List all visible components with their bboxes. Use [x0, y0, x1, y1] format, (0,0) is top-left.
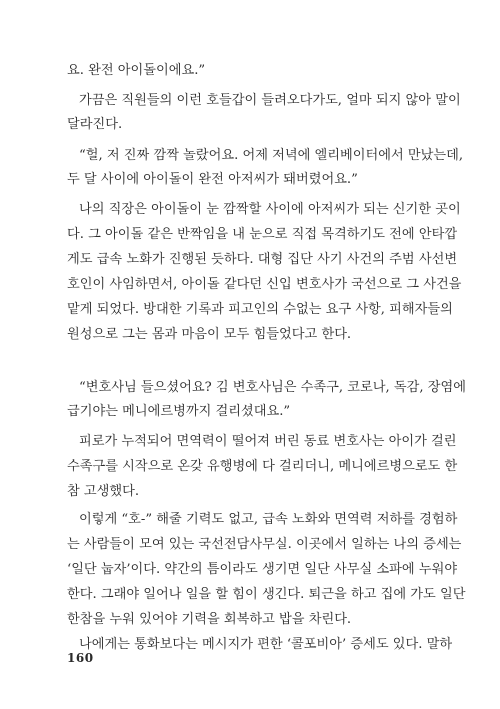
body-text-line: 는 사람들이 모여 있는 국선전담사무실. 이곳에서 일하는 나의 증세는: [67, 537, 462, 552]
body-text-line: 나에게는 통화보다는 메시지가 편한 ‘콜포비아’ 증세도 있다. 말하: [79, 637, 453, 652]
page-number: 160: [67, 651, 94, 665]
body-text-line: 호인이 사임하면서, 아이돌 같다던 신입 변호사가 국선으로 그 사건을: [67, 277, 462, 292]
body-text-line: 다. 그 아이돌 같은 반짝임을 내 눈으로 직접 목격하기도 전에 안타깝: [67, 227, 458, 242]
body-text-line: 맡게 되었다. 방대한 기록과 피고인의 수없는 요구 사항, 피해자들의: [67, 302, 453, 317]
body-text-line: 나의 직장은 아이돌이 눈 깜짝할 사이에 아저씨가 되는 신기한 곳이: [79, 202, 461, 217]
body-text-line: 이렇게 “호-” 해줄 기력도 없고, 급속 노화와 면역력 저하를 경험하: [79, 512, 458, 527]
body-text-line: 급기야는 메니에르병까지 걸리셨대요.”: [67, 404, 291, 419]
body-text-line: 두 달 사이에 아이돌이 완전 아저씨가 돼버렸어요.”: [67, 172, 358, 187]
body-text-line: 참 고생했다.: [67, 484, 140, 499]
body-text-line: “변호사님 들으셨어요? 김 변호사님은 수족구, 코로나, 독감, 장염에: [79, 380, 466, 395]
body-text-line: “헐, 저 진짜 깜짝 놀랐어요. 어제 저녁에 엘리베이터에서 만났는데,: [79, 148, 464, 163]
body-text-line: 피로가 누적되어 면역력이 떨어져 버린 동료 변호사는 아이가 걸린: [79, 434, 457, 449]
body-text-line: 가끔은 직원들의 이런 호들갑이 들려오다가도, 얼마 되지 않아 말이: [79, 93, 461, 108]
body-text-line: 게도 급속 노화가 진행된 듯하다. 대형 집단 사기 사건의 주범 사선변: [67, 252, 458, 267]
body-text-line: 원성으로 그는 몸과 마음이 모두 힘들었다고 한다.: [67, 327, 352, 342]
body-text-line: ‘일단 눕자’이다. 약간의 틈이라도 생기면 일단 사무실 소파에 누워야: [67, 562, 458, 577]
body-text-line: 한다. 그래야 일어나 일을 할 힘이 생긴다. 퇴근을 하고 집에 가도 일단: [67, 587, 466, 602]
body-text-line: 달라진다.: [67, 117, 123, 132]
body-text-line: 수족구를 시작으로 온갖 유행병에 다 걸리더니, 메니에르병으로도 한: [67, 459, 458, 474]
body-text-line: 한참을 누워 있어야 기력을 회복하고 밥을 차린다.: [67, 612, 352, 627]
body-text-line: 요. 완전 아이돌이에요.”: [67, 63, 206, 78]
